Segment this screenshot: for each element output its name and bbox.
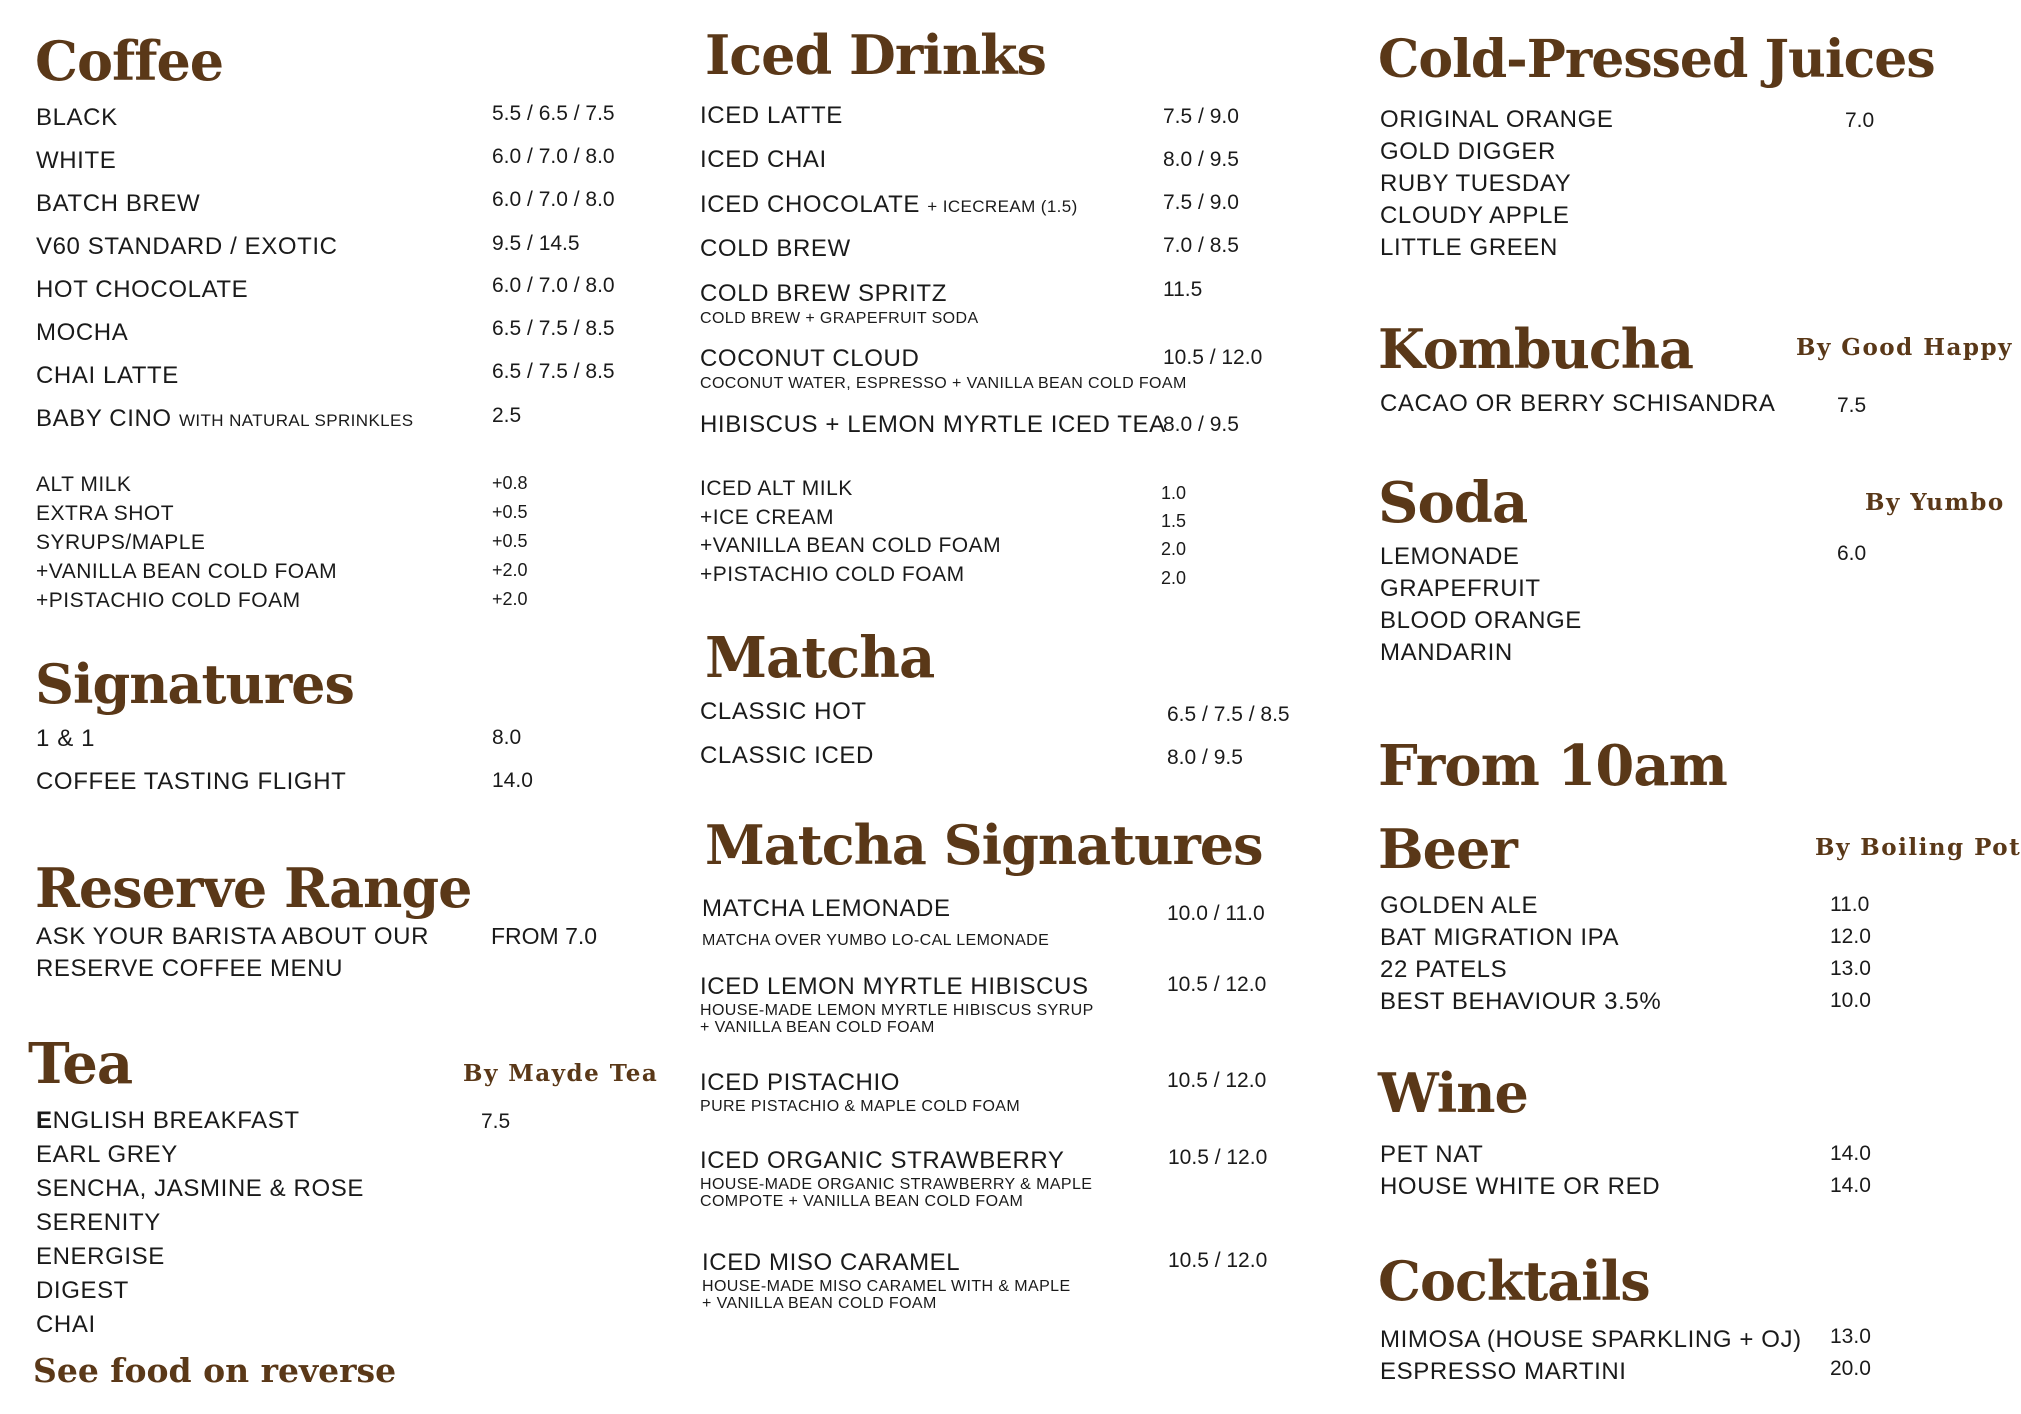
- menu-item-description: HOUSE-MADE ORGANIC STRAWBERRY & MAPLE: [700, 1176, 1093, 1193]
- food-on-reverse-note: See food on reverse: [33, 1351, 397, 1390]
- tea-item: DIGEST: [36, 1277, 129, 1304]
- juice-item: LITTLE GREEN: [1380, 234, 1558, 261]
- menu-item-name: MATCHA LEMONADE: [702, 895, 951, 922]
- kombucha-item: CACAO OR BERRY SCHISANDRA: [1380, 390, 1776, 417]
- menu-item-name: CLASSIC HOT: [700, 698, 867, 725]
- menu-item-note: + ICECREAM (1.5): [927, 197, 1078, 216]
- menu-item-price: 14.0: [1830, 1174, 1871, 1197]
- menu-item-price: 11.0: [1830, 893, 1870, 916]
- extra-price: 2.0: [1161, 568, 1187, 588]
- menu-item-name: GOLDEN ALE: [1380, 892, 1539, 919]
- menu-item-name: BATCH BREW: [36, 190, 201, 217]
- menu-item-name: 22 PATELS: [1380, 956, 1508, 983]
- menu-item-name: PET NAT: [1380, 1141, 1484, 1168]
- soda-item: LEMONADE: [1380, 543, 1520, 570]
- juice-price: 7.0: [1845, 109, 1875, 132]
- menu-item-name: ICED CHAI: [700, 146, 827, 173]
- menu-item-name: CLASSIC ICED: [700, 742, 874, 769]
- menu-item-price: 10.0 / 11.0: [1167, 902, 1265, 925]
- tea-item: CHAI: [36, 1311, 96, 1338]
- tea-heading: Tea: [28, 1031, 133, 1097]
- tea-brand: By Mayde Tea: [463, 1060, 659, 1087]
- menu-item-name: ICED PISTACHIO: [700, 1069, 900, 1096]
- matcha-signatures-heading: Matcha Signatures: [705, 813, 1263, 877]
- from-10am-heading: From 10am: [1378, 733, 1727, 799]
- extra-price: 2.0: [1161, 539, 1187, 559]
- menu-item-description: HOUSE-MADE MISO CARAMEL WITH & MAPLE: [702, 1278, 1071, 1295]
- extra-price: +0.8: [492, 473, 528, 493]
- menu-item-name: V60 STANDARD / EXOTIC: [36, 233, 338, 260]
- menu-item-price: 8.0: [492, 726, 522, 749]
- reserve-range-heading: Reserve Range: [35, 856, 472, 920]
- soda-price: 6.0: [1837, 542, 1867, 565]
- extra-name: EXTRA SHOT: [36, 502, 175, 525]
- menu-item-price: 10.5 / 12.0: [1168, 1249, 1268, 1272]
- menu-item-name: MIMOSA (HOUSE SPARKLING + OJ): [1380, 1326, 1802, 1353]
- menu-item-price: 10.5 / 12.0: [1163, 346, 1263, 369]
- menu-item-price: 12.0: [1830, 925, 1871, 948]
- extra-price: +0.5: [492, 502, 528, 522]
- soda-item: GRAPEFRUIT: [1380, 575, 1541, 602]
- menu-item-name: WHITE: [36, 147, 117, 174]
- extra-price: 1.0: [1161, 483, 1187, 503]
- tea-item: SERENITY: [36, 1209, 161, 1236]
- menu-item-name: ICED LEMON MYRTLE HIBISCUS: [700, 973, 1089, 1000]
- menu-item-name: COCONUT CLOUD: [700, 345, 920, 372]
- cold-pressed-juices-heading: Cold-Pressed Juices: [1378, 29, 1935, 90]
- extra-name: +ICE CREAM: [700, 506, 834, 529]
- menu-item-price: 10.5 / 12.0: [1167, 973, 1267, 996]
- extra-price: +2.0: [492, 560, 528, 580]
- wine-heading: Wine: [1378, 1061, 1528, 1125]
- menu-item-price: 13.0: [1830, 957, 1871, 980]
- extra-name: ALT MILK: [36, 473, 132, 496]
- kombucha-price: 7.5: [1837, 394, 1867, 417]
- juice-item: ORIGINAL ORANGE: [1380, 106, 1614, 133]
- kombucha-heading: Kombucha: [1378, 317, 1694, 381]
- menu-item-name: 1 & 1: [36, 725, 96, 752]
- extra-name: SYRUPS/MAPLE: [36, 531, 206, 554]
- menu-item-price: 10.5 / 12.0: [1167, 1069, 1267, 1092]
- iced-drinks-heading: Iced Drinks: [705, 23, 1046, 87]
- tea-item: EARL GREY: [36, 1141, 178, 1168]
- menu-item-name: ICED MISO CARAMEL: [702, 1249, 961, 1276]
- menu-item-description: PURE PISTACHIO & MAPLE COLD FOAM: [700, 1098, 1021, 1115]
- extra-price: +0.5: [492, 531, 528, 551]
- beer-heading: Beer: [1378, 817, 1517, 881]
- menu-item-price: 6.0 / 7.0 / 8.0: [492, 188, 615, 211]
- menu-item-name: [36, 407, 414, 431]
- juice-item: RUBY TUESDAY: [1380, 170, 1572, 197]
- menu-item-price: 6.5 / 7.5 / 8.5: [492, 360, 615, 383]
- tea-item-rest: NGLISH BREAKFAST: [52, 1107, 300, 1134]
- menu-item-price: 10.0: [1830, 989, 1871, 1012]
- menu-item-name: COLD BREW: [700, 235, 851, 262]
- menu-item-name: MOCHA: [36, 319, 129, 346]
- reserve-price: FROM 7.0: [491, 923, 598, 949]
- menu-item-price: 6.0 / 7.0 / 8.0: [492, 145, 615, 168]
- soda-brand: By Yumbo: [1865, 489, 2005, 516]
- menu-item-name: COLD BREW SPRITZ: [700, 280, 947, 307]
- menu-item-price: 13.0: [1830, 1325, 1871, 1348]
- menu-item-price: 8.0 / 9.5: [1163, 413, 1239, 436]
- menu-item-price: 14.0: [1830, 1142, 1871, 1165]
- juice-item: GOLD DIGGER: [1380, 138, 1556, 165]
- menu-item-price: 8.0 / 9.5: [1163, 148, 1239, 171]
- tea-item: [36, 1109, 300, 1133]
- menu-item-price: 2.5: [492, 404, 522, 427]
- menu-item-price: 7.0 / 8.5: [1163, 234, 1239, 257]
- soda-item: BLOOD ORANGE: [1380, 607, 1582, 634]
- menu-item-name: ESPRESSO MARTINI: [1380, 1358, 1627, 1385]
- menu-item-name: BEST BEHAVIOUR 3.5%: [1380, 988, 1662, 1015]
- menu-item-price: 7.5 / 9.0: [1163, 105, 1239, 128]
- menu-item-price: 6.5 / 7.5 / 8.5: [1167, 703, 1290, 726]
- menu-item-description: HOUSE-MADE LEMON MYRTLE HIBISCUS SYRUP: [700, 1002, 1094, 1019]
- extra-name: +VANILLA BEAN COLD FOAM: [36, 560, 338, 583]
- extra-price: 1.5: [1161, 511, 1187, 531]
- menu-item-price: 20.0: [1830, 1357, 1871, 1380]
- coffee-heading: Coffee: [35, 29, 224, 93]
- menu-item-name: BAT MIGRATION IPA: [1380, 924, 1620, 951]
- menu-item-name: ICED ORGANIC STRAWBERRY: [700, 1147, 1065, 1174]
- beer-brand: By Boiling Pot: [1815, 834, 2021, 861]
- menu-item-price: 10.5 / 12.0: [1168, 1146, 1268, 1169]
- reserve-text-line: ASK YOUR BARISTA ABOUT OUR: [36, 923, 430, 950]
- tea-item: SENCHA, JASMINE & ROSE: [36, 1175, 364, 1202]
- signatures-heading: Signatures: [35, 652, 354, 716]
- menu-item-price: 9.5 / 14.5: [492, 232, 580, 255]
- matcha-heading: Matcha: [705, 625, 935, 691]
- extra-name: ICED ALT MILK: [700, 477, 853, 500]
- menu-item-label: BABY CINO: [36, 405, 172, 432]
- menu-item-description: COLD BREW + GRAPEFRUIT SODA: [700, 310, 979, 327]
- kombucha-brand: By Good Happy: [1796, 334, 2013, 361]
- menu-item-price: 8.0 / 9.5: [1167, 746, 1243, 769]
- extra-name: +PISTACHIO COLD FOAM: [700, 563, 965, 586]
- menu-item-name: [700, 193, 1078, 217]
- menu-item-name: ICED LATTE: [700, 102, 843, 129]
- menu-item-price: 6.0 / 7.0 / 8.0: [492, 274, 615, 297]
- menu-item-description: + VANILLA BEAN COLD FOAM: [702, 1295, 937, 1312]
- tea-price: 7.5: [481, 1110, 511, 1133]
- menu-item-description: MATCHA OVER YUMBO LO-CAL LEMONADE: [702, 932, 1050, 949]
- menu-item-price: 5.5 / 6.5 / 7.5: [492, 102, 615, 125]
- menu-item-price: 6.5 / 7.5 / 8.5: [492, 317, 615, 340]
- menu-item-name: COFFEE TASTING FLIGHT: [36, 768, 347, 795]
- menu-item-note: WITH NATURAL SPRINKLES: [178, 411, 414, 430]
- menu-item-name: HOUSE WHITE OR RED: [1380, 1173, 1661, 1200]
- menu-item-name: CHAI LATTE: [36, 362, 179, 389]
- reserve-text-line: RESERVE COFFEE MENU: [36, 955, 344, 982]
- extra-name: +VANILLA BEAN COLD FOAM: [700, 534, 1002, 557]
- menu-item-description: COCONUT WATER, ESPRESSO + VANILLA BEAN COLD FOAM: [700, 375, 1187, 392]
- menu-item-price: 7.5 / 9.0: [1163, 191, 1239, 214]
- menu-item-label: ICED CHOCOLATE: [700, 191, 920, 218]
- tea-item: ENERGISE: [36, 1243, 165, 1270]
- soda-heading: Soda: [1378, 470, 1528, 536]
- menu-item-name: BLACK: [36, 104, 118, 131]
- extra-name: +PISTACHIO COLD FOAM: [36, 589, 301, 612]
- extra-price: +2.0: [492, 589, 528, 609]
- cocktails-heading: Cocktails: [1378, 1249, 1650, 1313]
- tea-item-initial: E: [36, 1107, 53, 1134]
- menu-item-price: 14.0: [492, 769, 533, 792]
- menu-item-name: HOT CHOCOLATE: [36, 276, 249, 303]
- menu-item-price: 11.5: [1163, 278, 1203, 301]
- soda-item: MANDARIN: [1380, 639, 1513, 666]
- menu-item-description: COMPOTE + VANILLA BEAN COLD FOAM: [700, 1193, 1024, 1210]
- menu-item-description: + VANILLA BEAN COLD FOAM: [700, 1019, 935, 1036]
- menu-item-name: HIBISCUS + LEMON MYRTLE ICED TEA: [700, 411, 1166, 438]
- juice-item: CLOUDY APPLE: [1380, 202, 1570, 229]
